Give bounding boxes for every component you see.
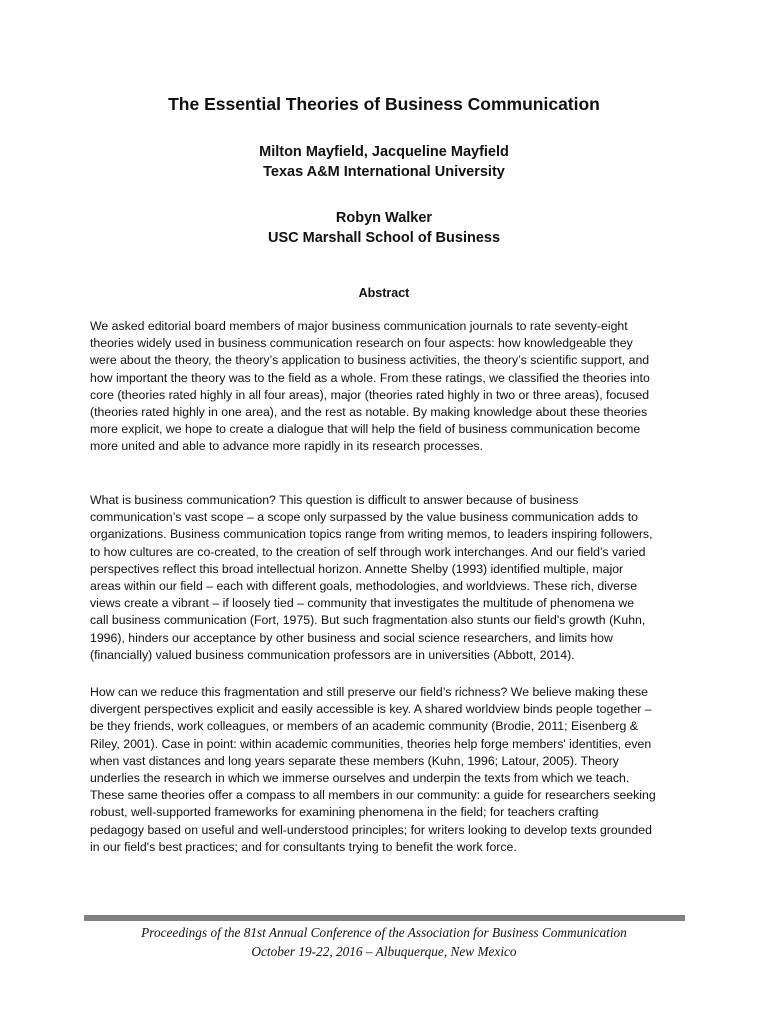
page-footer: [0, 924, 768, 961]
text-line: theories widely used in business communication research on four aspects: how knowledgeable they: [90, 336, 633, 351]
text-line: What is business communication? This question is difficult to answer because of business: [90, 493, 579, 507]
text-line: (theories rated highly in one area), and the rest as notable. By making knowledge about these theories: [90, 405, 648, 420]
author-names: Robyn Walker: [335, 210, 433, 226]
text-line: views create a vibrant – if loosely tied – community that investigates the multitude of phenomena we: [90, 596, 635, 611]
footer-conference-line: Proceedings of the 81st Annual Conference of the Association for Business Communication: [141, 925, 627, 940]
text-line: These same theories offer a compass to all members in our community: a guide for researchers seeking: [90, 788, 656, 803]
text-line: robust, well-supported frameworks for examining phenomena in the field; for teachers crafting: [90, 805, 599, 820]
body-paragraph-1: [90, 492, 690, 664]
text-line: 1996), hinders our acceptance by other business and social science researchers, and limits how: [90, 630, 613, 645]
abstract-paragraph: [90, 318, 690, 456]
abstract-heading: Abstract: [358, 286, 410, 300]
author-names: Milton Mayfield, Jacqueline Mayfield: [259, 144, 509, 160]
text-line: core (theories rated highly in all four areas), major (theories rated highly in two or three areas), focused: [90, 387, 650, 402]
text-line: call business communication (Fort, 1975). But such fragmentation also stunts our field's growth (Kuhn,: [90, 613, 646, 628]
text-line: communication’s vast scope – a scope only surpassed by the value business communication adds to: [90, 510, 638, 525]
body-paragraph-2: [90, 684, 690, 856]
text-line: underlies the research in which we immerse ourselves and underpin the texts from which we teach.: [90, 771, 630, 786]
text-line: (financially) valued business communication professors are in universities (Abbott, 2014).: [90, 647, 575, 662]
text-line: perspectives reflect this broad intellectual horizon. Annette Shelby (1993) identified multiple, major: [90, 561, 624, 576]
author-block-2: [0, 208, 768, 248]
paper-title: The Essential Theories of Business Communication: [168, 94, 600, 114]
author-block-1: [0, 142, 768, 182]
text-line: divergent perspectives explicit and easily accessible is key. A shared worldview binds people together –: [90, 702, 652, 717]
text-line: how important the theory was to the field as a whole. From these ratings, we classified the theories into: [90, 370, 650, 385]
text-line: organizations. Business communication topics range from writing memos, to leaders inspiring followers,: [90, 527, 653, 542]
text-line: were about the theory, the theory’s application to business activities, the theory’s scientific support, and: [90, 353, 650, 368]
footer-date-location-line: October 19-22, 2016 – Albuquerque, New Mexico: [251, 943, 517, 959]
text-line: We asked editorial board members of major business communication journals to rate seventy-eight: [90, 319, 628, 333]
footer-divider: [84, 915, 685, 921]
text-line: How can we reduce this fragmentation and still preserve our field’s richness? We believe making these: [90, 685, 648, 699]
text-line: Riley, 2001). Case in point: within academic communities, theories help forge members' identities, even: [90, 736, 652, 751]
text-line: be they friends, work colleagues, or members of an academic community (Brodie, 2011; Eisenberg &: [90, 719, 638, 734]
text-line: in our field's best practices; and for consultants trying to benefit the work force.: [90, 839, 517, 854]
text-line: areas within our field – each with different goals, methodologies, and worldviews. These rich, diverse: [90, 579, 638, 594]
text-line: more united and able to advance more rapidly in its research processes.: [90, 439, 484, 454]
text-line: more explicit, we hope to create a dialogue that will help the field of business communication become: [90, 422, 641, 437]
author-affiliation: USC Marshall School of Business: [267, 230, 501, 246]
text-line: to how cultures are co-created, to the creation of self through work interchanges. And our field’s varied: [90, 544, 646, 559]
text-line: when vast distances and long years separate these members (Kuhn, 1996; Latour, 2005). Theory: [90, 753, 619, 768]
text-line: pedagogy based on useful and well-understood principles; for writers looking to develop texts grounded: [90, 822, 652, 837]
author-affiliation: Texas A&M International University: [263, 164, 505, 180]
